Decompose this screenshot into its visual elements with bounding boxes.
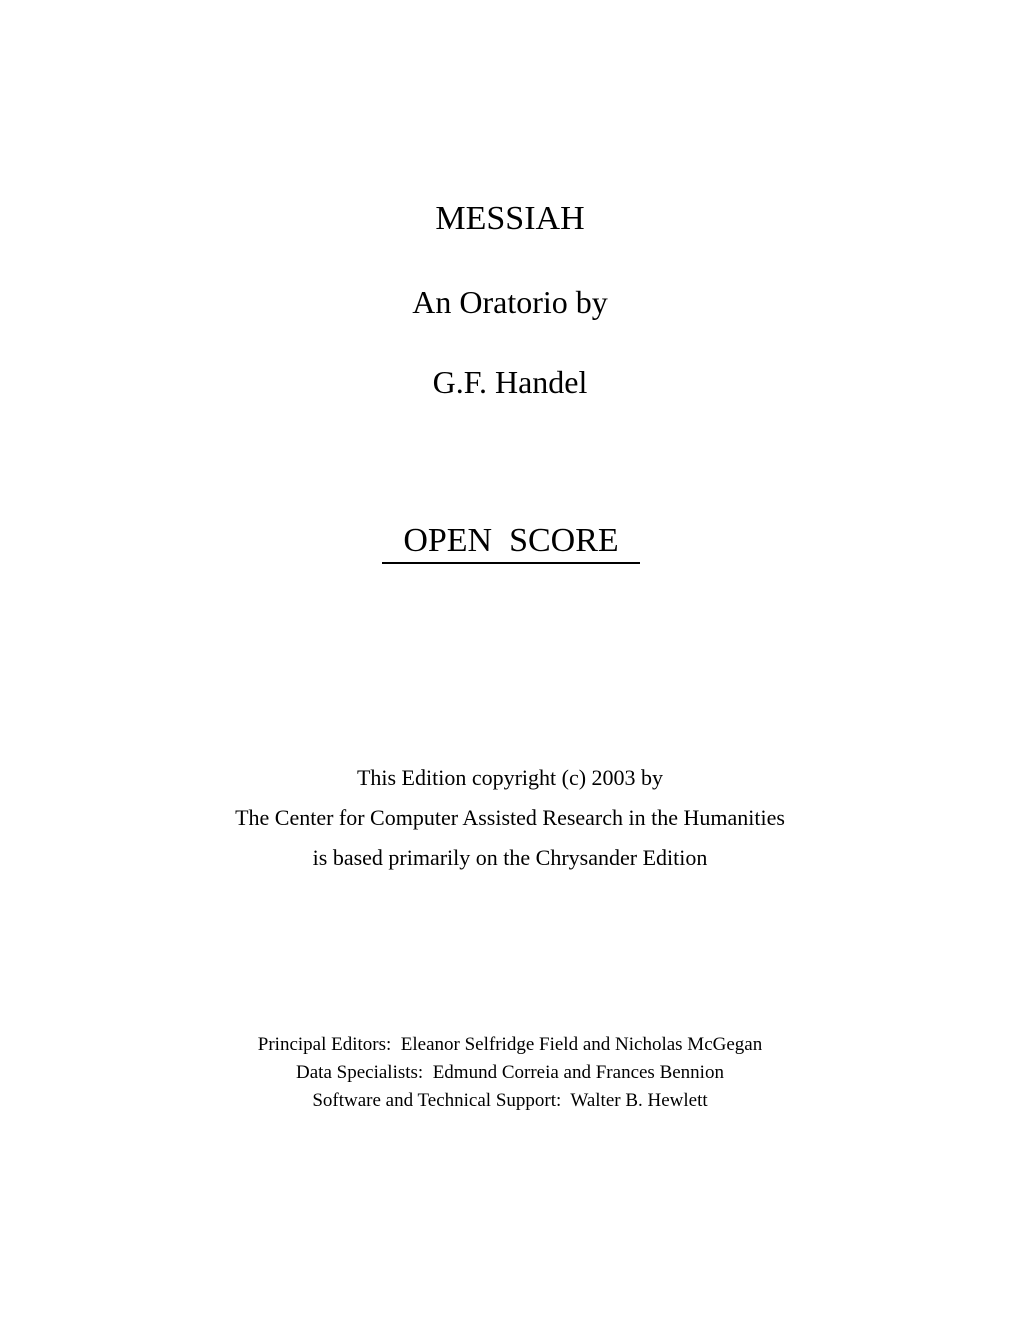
credits-principal-editors: Principal Editors: Eleanor Selfridge Field and Nicholas McGegan	[257, 1034, 763, 1055]
edition-heading	[382, 520, 640, 566]
credits-data-specialists: Data Specialists: Edmund Correia and Frances Bennion	[296, 1062, 724, 1083]
work-title: MESSIAH	[435, 200, 585, 237]
edition-label: OPEN SCORE	[403, 522, 619, 559]
composer-name: G.F. Handel	[432, 364, 588, 400]
copyright-line-3: is based primarily on the Chrysander Edition	[312, 845, 708, 870]
edition-underline	[382, 562, 640, 564]
work-subtitle: An Oratorio by	[412, 284, 608, 320]
copyright-line-1: This Edition copyright (c) 2003 by	[356, 765, 664, 790]
credits-software-support: Software and Technical Support: Walter B. Hewlett	[312, 1090, 708, 1111]
copyright-line-2: The Center for Computer Assisted Research in the Humanities	[235, 805, 785, 830]
